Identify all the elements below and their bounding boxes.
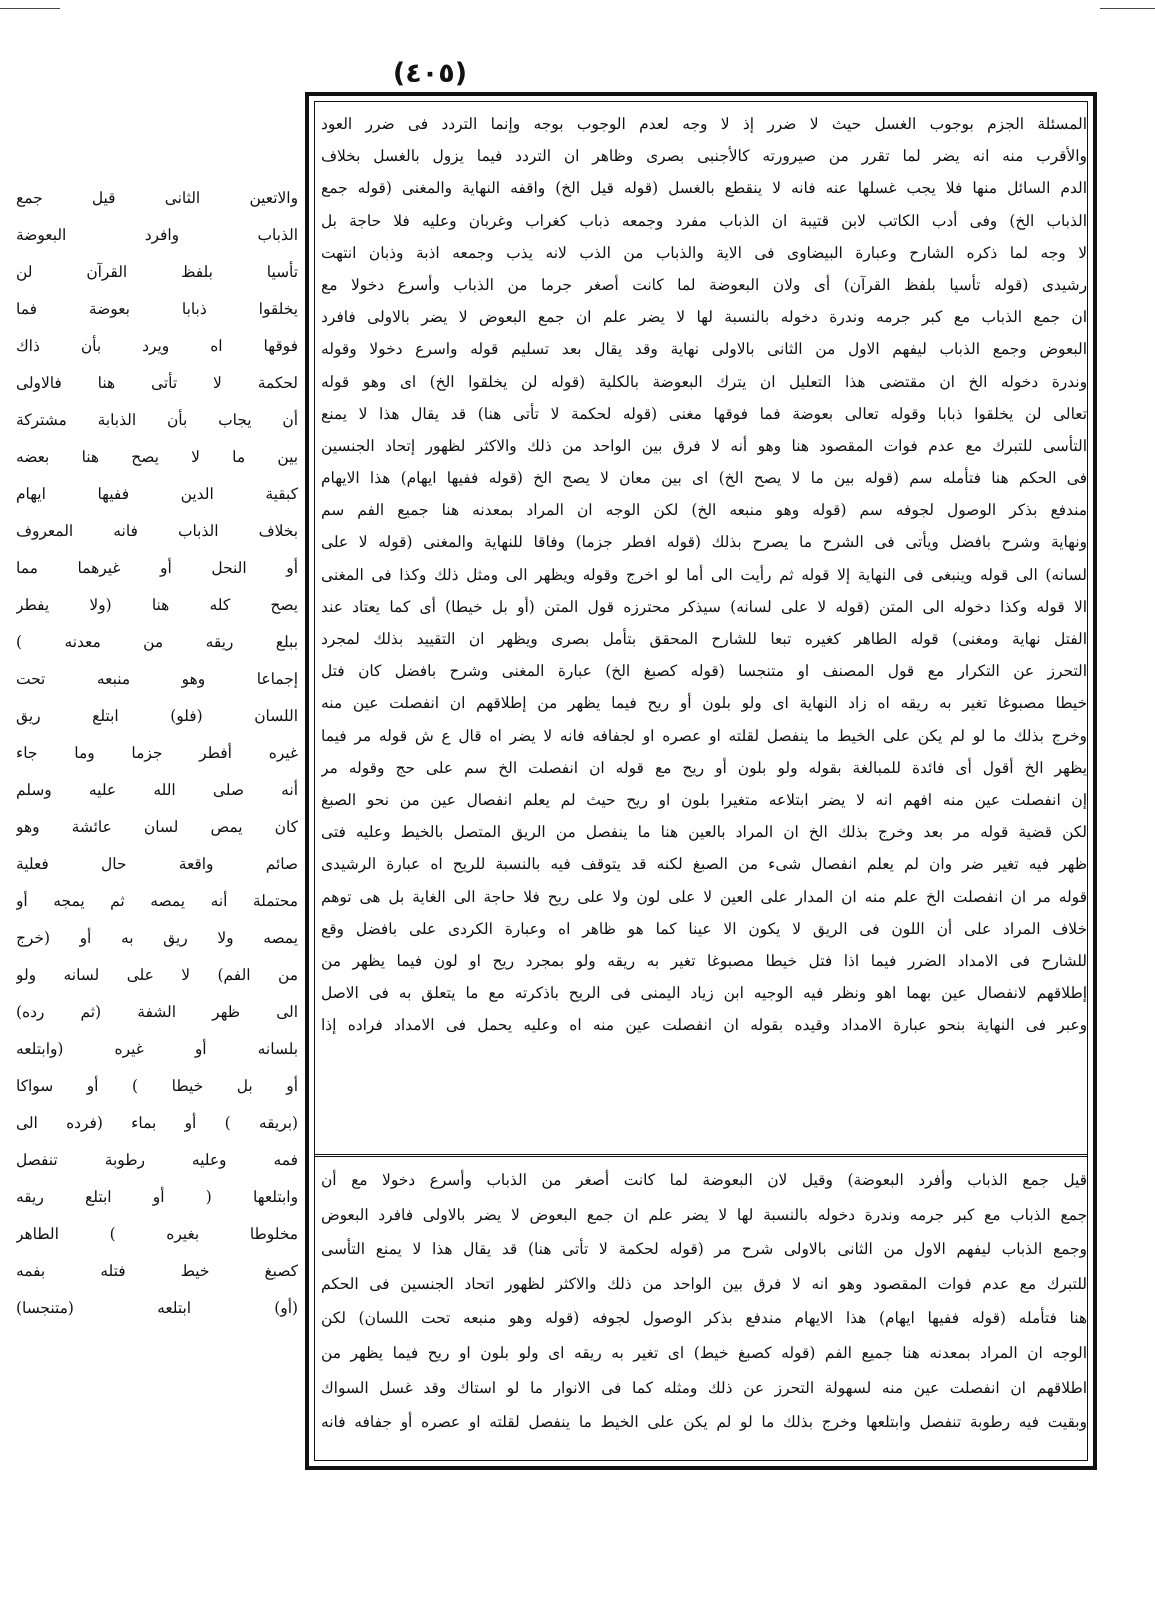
upper-text-line: وندرة دخوله الخ ان مقتضى هذا التعليل ان يترك البعوضة بالكلية (قوله لن يخلقوا الخ) اى وهو قوله bbox=[321, 372, 1087, 391]
side-text-line: يصح كله هنا (ولا يفطر bbox=[16, 596, 298, 614]
side-text-line: فوقها اه ويرد بأن ذاك bbox=[16, 337, 298, 355]
side-text-line: أو بل خيطا ) أو سواكا bbox=[16, 1077, 298, 1095]
main-commentary-frame bbox=[305, 92, 1097, 1470]
upper-text-line: ان جمع الذباب مع كبر جرمه وندرة دخوله بالنسبة لها لا يضر علم ان جمع البعوض لا يضر بالاولى فافرد bbox=[321, 308, 1087, 327]
side-text-line: كبقية الدين ففيها ايهام bbox=[16, 485, 298, 503]
lower-text-line: للتبرك مع عدم فوات المقصود وهو انه لا فرق بين الواحد من ذلك والاكثر لظهور اتحاد الجنسين فى الحكم bbox=[321, 1274, 1087, 1293]
side-text-line: أن يجاب بأن الذبابة مشتركة bbox=[16, 411, 298, 429]
side-text-line: محتملة أنه يمصه ثم يمجه أو bbox=[16, 892, 298, 910]
side-text-line: والاتعين الثانى قيل جمع bbox=[16, 189, 298, 207]
upper-text-line: لا وجه لما ذكره الشارح وعبارة البيضاوى فى الاية والذباب من الذب لانه يذب وجمعه اذبة وذبان انتهت bbox=[321, 243, 1087, 262]
side-text-line: يمصه ولا ريق به أو (خرج bbox=[16, 929, 298, 947]
side-text-line: أو النحل أو غيرهما مما bbox=[16, 559, 298, 577]
side-text-line: بلسانه أو غيره (وابتلعه bbox=[16, 1040, 298, 1058]
side-text-line: (أو) ابتلعه (متنجسا) bbox=[16, 1299, 298, 1317]
upper-text-line: الفتل نهاية ومغنى) قوله الطاهر كغيره تبعا للشارح المحقق بتأمل بصرى ويظهر ان التقييد بذلك لمجرد bbox=[321, 630, 1087, 648]
upper-text-line: والأقرب منه انه يضر لما تقرر من صيرورته كالأجنبى بصرى وظاهر ان التردد فيما يزول بالغسل بخلاف bbox=[321, 147, 1087, 166]
side-text-line: اللسان (فلو) ابتلع ريق bbox=[16, 707, 298, 725]
upper-text-line: يظهر الخ أقول أى فائدة للمبالغة بقوله ولو بلون أو ريح مع قوله ان انفصلت الخ سم على حج وقوله مر bbox=[321, 758, 1087, 777]
upper-text-line: ظهر فيه تغير ضر وان لم يعلم انفصال شىء من الصبغ لكنه قد يتوقف فيه بالنسبة للريح اه عبارة الرشيدى bbox=[321, 855, 1087, 874]
lower-text-line: هنا فتأمله (قوله ففيها ايهام) هذا الايهام مندفع بذكر الوصول لجوفه (قوله وهو منبعه تحت اللسان) لكن bbox=[321, 1309, 1087, 1328]
side-text-line: مخلوطا بغيره ) الطاهر bbox=[16, 1225, 298, 1243]
lower-text-line: اطلاقهم ان انفصلت عين منه لسهولة التحرز عن ذلك ومثله كما فى الانوار ما لو استاك وقد غسل السواك bbox=[321, 1378, 1087, 1397]
upper-text-line: التأسى للتبرك مع عدم فوات المقصود هنا وهو أنه لا فرق بين الواحد من ذلك والاكثر لظهور إتحاد الجنسين bbox=[321, 436, 1087, 455]
upper-text-line: مندفع بذكر الوصول لجوفه سم (قوله وهو منبعه الخ) لكن الوجه ان المراد بمعدنه هنا جميع الفم سم bbox=[321, 501, 1087, 520]
upper-text-line: التحرز عن التكرار مع قول المصنف او متنجسا (قوله كصبغ الخ) عبارة المغنى وشرح بافضل كان فتل bbox=[321, 662, 1087, 681]
section-divider bbox=[315, 1154, 1087, 1157]
side-text-line: بخلاف الذباب فانه المعروف bbox=[16, 522, 298, 540]
side-text-line: غيره أفطر جزما وما جاء bbox=[16, 744, 298, 762]
upper-text-line: لسانه) الى قوله وينبغى فى النهاية إلا قوله ثم رأيت الى أما لو اخرج وقوله ويظهر الى ومثل ذلك وكذا فى المغنى bbox=[321, 565, 1087, 584]
upper-text-line: ونهاية وشرح بافضل ويأتى فى الشرح ما يصرح بذلك (قوله افطر جزما) وفاقا للنهاية والمغنى (قوله لا على bbox=[321, 533, 1087, 552]
upper-text-line: الا قوله وكذا دخوله الى المتن (قوله لا على لسانه) سيذكر محترزه قول المتن (أو بل خيطا) أى كما يعتاد عند bbox=[321, 597, 1087, 616]
lower-text-line: جمع الذباب مع كبر جرمه وندرة دخوله بالنسبة لها لا يضر علم ان جمع البعوض لا يضر بالاولى فافرد البعوض bbox=[321, 1205, 1087, 1224]
upper-text-line: الدم السائل منها فلا يجب غسلها عنه فانه لا ينقطع بالغسل (قوله قيل الخ) واقفه النهاية والمغنى (قوله جمع bbox=[321, 179, 1087, 198]
side-text-line: من الفم) لا على لسانه ولو bbox=[16, 966, 298, 984]
side-text-line: لحكمة لا تأتى هنا فالاولى bbox=[16, 374, 298, 392]
side-text-line: كصبغ خيط فتله بفمه bbox=[16, 1262, 298, 1280]
upper-text-line: خلاف المراد على أن اللون فى الريق لا يكون الا عينا كما هو ظاهر اه وعبارة الكردى على بافضل وقع bbox=[321, 919, 1087, 938]
side-text-line: بين ما لا يصح هنا بعضه bbox=[16, 448, 298, 466]
scan-top-rule-right bbox=[1100, 8, 1155, 9]
upper-text-line: البعوض وجمع الذباب ليفهم الاول من الثانى بالاولى نهاية وقد يقال بعد تسليم قوله واسرع دخولا وقوله bbox=[321, 340, 1087, 359]
upper-text-line: وعبر فى النهاية بنحو عبارة الامداد وقيده بقوله ان انفصلت عين منه اه وعليه يحمل فى الامداد فراده إذا bbox=[321, 1016, 1087, 1035]
lower-text-line: الوجه ان المراد بمعدنه هنا جميع الفم (قوله كصبغ خيط) اى تغير به ريقه اى ولو بلون او ريح فيما يظهر من bbox=[321, 1343, 1087, 1362]
lower-text-line: قيل جمع الذباب وأفرد البعوضة) وقيل لان البعوضة لما كانت أصغر من الذباب وأسرع دخولا مع أن bbox=[321, 1171, 1087, 1189]
lower-text-line: وبقيت فيه رطوبة تنفصل وابتلعها وخرج بذلك ما لو لم يكن على الخيط ما ينفصل لقلته او عصره أو جفافه فانه bbox=[321, 1413, 1087, 1432]
upper-text-line: إن انفصلت عين منه افهم انه لا يضر ابتلاعه متغيرا بلون او ريح حيث لم يعلم انفصال عين من نحو الصبغ bbox=[321, 790, 1087, 809]
side-text-line: يخلقوا ذبابا بعوضة فما bbox=[16, 300, 298, 318]
upper-text-line: لكن قضية قوله مر بعد وخرج بذلك الخ ان المراد بالعين هنا ما ينفصل من الريق المتصل بالخيط وعليه فتى bbox=[321, 823, 1087, 842]
upper-text-line: المسئلة الجزم بوجوب الغسل حيث لا ضرر إذ لا وجه لعدم الوجوب بوجه وإنما التردد فى ضرر العود bbox=[321, 115, 1087, 133]
side-matn-column bbox=[16, 180, 298, 1327]
side-text-line: الى ظهر الشفة (ثم رده) bbox=[16, 1003, 298, 1021]
upper-text-line: تعالى لن يخلقوا ذبابا وقوله تعالى بعوضة فما فوقها مغنى (قوله لحكمة لا تأتى هنا) قد يقال هذا لا يمنع bbox=[321, 404, 1087, 423]
scan-top-rule-left bbox=[0, 8, 60, 9]
side-text-line: صائم واقعة حال فعلية bbox=[16, 855, 298, 873]
side-text-line: (بريقه ) أو بماء (فرده الى bbox=[16, 1114, 298, 1132]
upper-text-line: للشارح فى الامداد الضرر فيما اذا فتل خيطا مصبوغا تغير به ريقه ولو بمجرد ريح او لون فيما يظهر من bbox=[321, 951, 1087, 970]
upper-text-line: وخرج بذلك ما لو لم يكن على الخيط ما ينفصل لقلته او عصره او لجفافه فانه لا يضر اه قال ع ش قوله مر فيما bbox=[321, 726, 1087, 745]
upper-text-line: خيطا مصبوغا تغير به ريقه اه زاد النهاية اى ولو بلون أو ريح فيما يظهر من إطلاقهم ان انفصلت عين منه bbox=[321, 694, 1087, 713]
side-text-line: فمه وعليه رطوبة تنفصل bbox=[16, 1151, 298, 1169]
side-text-line: كان يمص لسان عائشة وهو bbox=[16, 818, 298, 836]
side-text-line: أنه صلى الله عليه وسلم bbox=[16, 781, 298, 799]
side-text-line: تأسيا بلفظ القرآن لن bbox=[16, 263, 298, 281]
side-text-line: إجماعا وهو منبعه تحت bbox=[16, 670, 298, 688]
lower-text-line: وجمع الذباب ليفهم الاول من الثانى بالاولى شرح مر (قوله لحكمة لا تأتى هنا) قد يقال هذا لا يمنع التأسى bbox=[321, 1240, 1087, 1259]
side-text-line: وابتلعها ( أو ابتلع ريقه bbox=[16, 1188, 298, 1206]
upper-text-line: رشيدى (قوله تأسيا بلفظ القرآن) أى ولان البعوضة لما كانت أصغر جرما من الذباب وأسرع دخولا مع bbox=[321, 275, 1087, 294]
page-number: (٤٠٥) bbox=[392, 58, 468, 89]
side-text-line: ببلع ريقه من معدنه ) bbox=[16, 633, 298, 651]
upper-text-line: إطلاقهم لانفصال عين بهما اهو ونظر فيه الوجيه ابن زياد اليمنى فى الريح باذكرته مع ما يتعلق به فى الاصل bbox=[321, 984, 1087, 1003]
lower-commentary-block bbox=[321, 1163, 1087, 1440]
upper-text-line: فى الحكم هنا فتأمله سم (قوله بين ما لا يصح الخ) اى بين معان لا يصح الخ (قوله ففيها ايهام) هذا الايهام bbox=[321, 469, 1087, 488]
upper-commentary-block bbox=[321, 108, 1087, 1041]
upper-text-line: قوله مر ان انفصلت الخ علم منه ان المدار على العين لا على لون ولا على ريح فلا حاجة الى الغاية بل هى توهم bbox=[321, 887, 1087, 906]
upper-text-line: الذباب الخ) وفى أدب الكاتب لابن قتيبة ان الذباب مفرد وجمعه ذباب كغراب وغربان وعليه فلا حاجة بل bbox=[321, 211, 1087, 230]
side-text-line: الذباب وافرد البعوضة bbox=[16, 226, 298, 244]
